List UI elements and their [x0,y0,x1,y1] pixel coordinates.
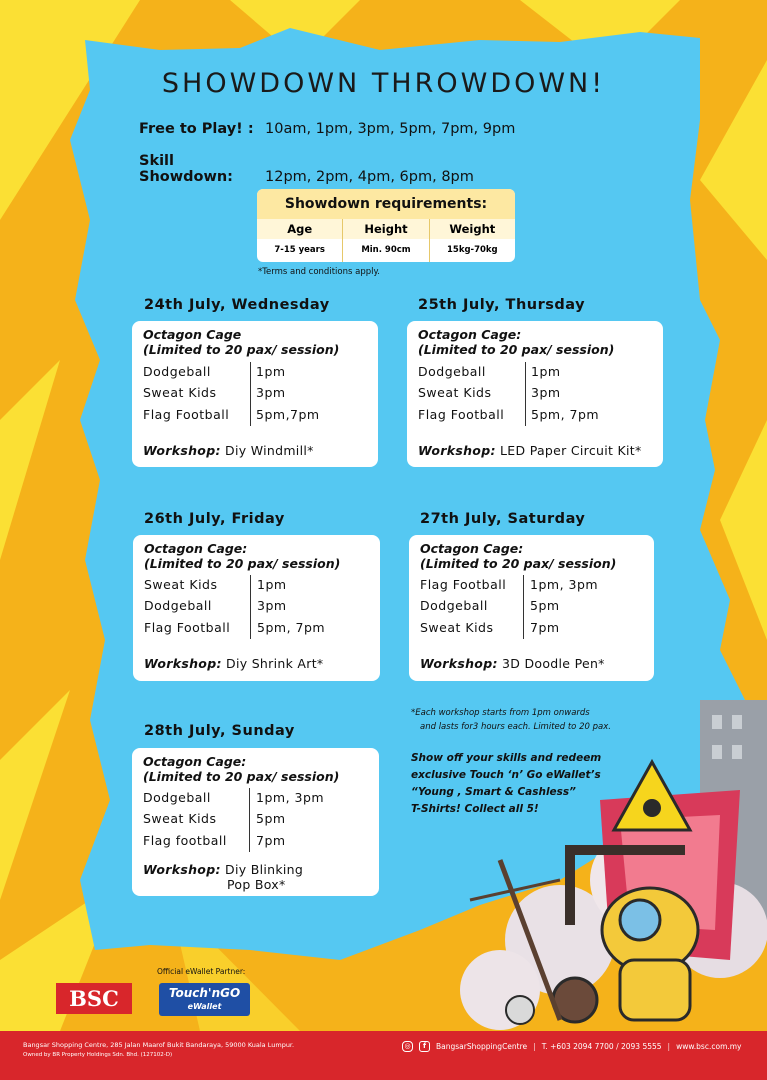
activity-time: 3pm [531,385,561,400]
activity-row [418,362,718,382]
activity-time: 5pm, 7pm [257,620,326,635]
req-col-age: Age [257,219,343,239]
free-play-schedule [139,121,515,137]
workshop-name: Diy Shrink Art* [226,656,324,671]
cage-title: Octagon Cage: [144,541,248,556]
social-handle[interactable]: BangsarShoppingCentre [436,1042,528,1051]
promo-text [411,750,601,818]
bsc-logo: BSC [56,983,132,1014]
requirements-values [257,239,515,262]
activity-row [143,831,443,851]
activity-name: Dodgeball [143,790,211,805]
promo-line: T-Shirts! Collect all 5! [411,803,539,815]
workshop-label: Workshop: [418,443,496,458]
day-title-27-july: 27th July, Saturday [420,511,586,527]
workshop-label: Workshop: [144,656,222,671]
free-play-times: 10am, 1pm, 3pm, 5pm, 7pm, 9pm [265,121,516,137]
activity-row [143,788,443,808]
activity-name: Flag Football [418,407,505,422]
activity-name: Dodgeball [418,364,486,379]
activity-name: Sweat Kids [418,385,492,400]
activity-row [143,362,443,382]
activity-time: 5pm, 7pm [531,407,600,422]
activity-row [420,618,720,638]
requirements-columns [257,219,515,239]
day-card-26-july [133,535,380,681]
activity-row [418,405,718,425]
workshop-label: Workshop: [420,656,498,671]
activity-name: Sweat Kids [143,385,217,400]
separator: | [533,1042,536,1051]
cage-limit: (Limited to 20 pax/ session) [418,342,615,357]
footer-bar [0,1031,767,1080]
cage-info [144,541,340,571]
workshop-name: LED Paper Circuit Kit* [500,443,642,458]
activity-name: Flag Football [420,577,507,592]
activity-time: 3pm [257,598,287,613]
workshop-name: Diy Blinking [225,862,304,877]
free-play-label: Free to Play! : [139,121,254,137]
promo-line: “Young , Smart & Cashless” [411,786,576,798]
workshop-info [143,862,303,892]
activity-time: 7pm [530,620,560,635]
day-title-25-july: 25th July, Thursday [418,297,586,313]
workshop-label: Workshop: [143,862,221,877]
partner-label: Official eWallet Partner: [157,967,246,976]
workshop-note-line2: and lasts for3 hours each. Limited to 20 pax. [420,722,611,732]
req-col-height: Height [343,219,429,239]
activity-time: 7pm [256,833,286,848]
activity-row [418,383,718,403]
req-val-weight: 15kg-70kg [446,245,498,255]
activity-name: Flag Football [144,620,231,635]
activity-time: 5pm [256,811,286,826]
touchngo-logo-main: Touch'nGO [168,986,241,1000]
activity-row [420,575,720,595]
activity-row [144,575,444,595]
cage-info [420,541,616,571]
cage-limit: (Limited to 20 pax/ session) [143,769,340,784]
cage-limit: (Limited to 20 pax/ session) [144,556,341,571]
activity-time: 5pm [530,598,560,613]
activity-row [420,596,720,616]
activity-name: Sweat Kids [143,811,217,826]
workshop-name: Diy Windmill* [225,443,314,458]
page-title: SHOWDOWN THROWDOWN! [161,68,606,99]
activity-row [143,405,443,425]
requirements-table [257,189,515,262]
facebook-icon[interactable]: f [419,1041,430,1052]
cage-info [418,327,614,357]
footer-contact [402,1041,742,1052]
instagram-icon[interactable]: ◎ [402,1041,413,1052]
activity-row [144,596,444,616]
cage-title: Octagon Cage [143,327,242,342]
activity-name: Sweat Kids [420,620,494,635]
day-card-27-july [409,535,654,681]
terms-note: *Terms and conditions apply. [258,267,380,277]
workshop-label: Workshop: [143,443,221,458]
workshop-note-line1: *Each workshop starts from 1pm onwards [411,708,590,718]
promo-line: exclusive Touch ‘n’ Go eWallet’s [411,769,601,781]
activity-time: 3pm [256,385,286,400]
touchngo-logo [159,983,250,1016]
cage-title: Octagon Cage: [420,541,524,556]
activity-time: 1pm [256,364,286,379]
skill-showdown-times: 12pm, 2pm, 4pm, 6pm, 8pm [265,169,474,185]
owner-line: Owned by BR Property Holdings Sdn. Bhd. (127102-D) [23,1052,173,1058]
cage-title: Octagon Cage: [418,327,522,342]
activity-time: 1pm [257,577,287,592]
activity-row [143,809,443,829]
address-line: Bangsar Shopping Centre, 285 Jalan Maarof Bukit Bandaraya, 59000 Kuala Lumpur. [23,1041,295,1049]
workshop-info [143,443,314,458]
day-card-25-july [407,321,663,467]
activity-name: Sweat Kids [144,577,218,592]
activity-row [143,383,443,403]
touchngo-logo-sub: eWallet [187,1002,222,1011]
activity-row [144,618,444,638]
req-col-weight: Weight [430,219,515,239]
day-title-28-july: 28th July, Sunday [144,723,295,739]
phone-number: T. +603 2094 7700 / 2093 5555 [541,1042,662,1051]
website-link[interactable]: www.bsc.com.my [676,1042,742,1051]
cage-limit: (Limited to 20 pax/ session) [420,556,617,571]
cage-limit: (Limited to 20 pax/ session) [143,342,340,357]
activity-time: 1pm, 3pm [256,790,325,805]
activity-name: Dodgeball [420,598,488,613]
cage-info [143,327,339,357]
requirements-heading: Showdown requirements: [257,189,515,219]
activity-name: Dodgeball [143,364,211,379]
separator: | [667,1042,671,1051]
day-card-28-july [132,748,379,896]
workshop-note [411,706,611,734]
day-title-26-july: 26th July, Friday [144,511,285,527]
footer-address [23,1040,294,1060]
activity-time: 1pm [531,364,561,379]
workshop-info [418,443,642,458]
skill-showdown-label: Skill Showdown: [139,153,233,185]
workshop-name-line2: Pop Box* [227,877,286,892]
day-title-24-july: 24th July, Wednesday [144,297,330,313]
workshop-info [420,656,605,671]
activity-name: Flag Football [143,407,230,422]
activity-name: Flag football [143,833,227,848]
req-val-height: Min. 90cm [343,239,429,262]
cage-info [143,754,339,784]
skill-showdown-schedule [139,153,474,185]
activity-name: Dodgeball [144,598,212,613]
workshop-name: 3D Doodle Pen* [502,656,605,671]
activity-time: 5pm,7pm [256,407,320,422]
workshop-info [144,656,323,671]
req-val-age: 7-15 years [257,239,343,262]
cage-title: Octagon Cage: [143,754,247,769]
activity-time: 1pm, 3pm [530,577,599,592]
day-card-24-july [132,321,378,467]
promo-line: Show off your skills and redeem [411,752,602,764]
